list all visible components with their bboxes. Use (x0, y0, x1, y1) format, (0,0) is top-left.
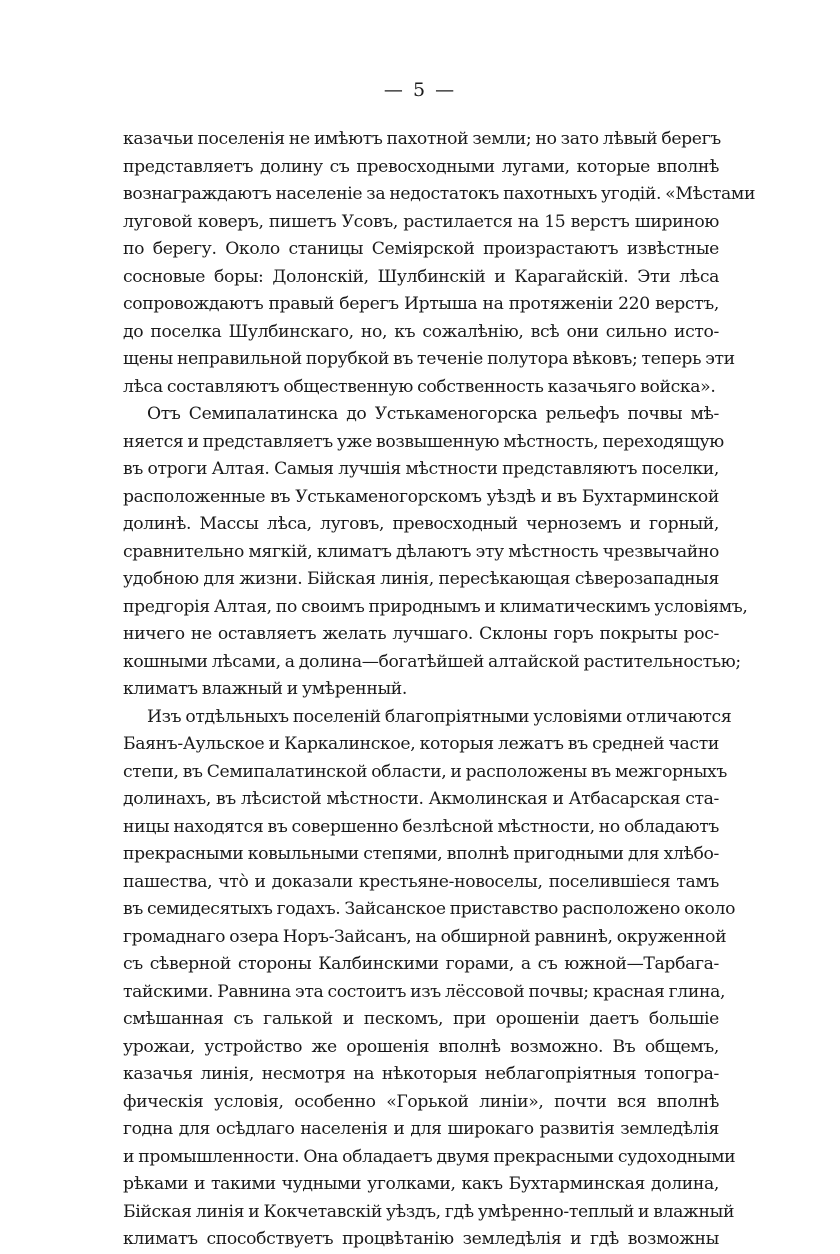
text-line: Бійская линія и Кокчетавскій уѣздъ, гдѣ умѣренно-теплый и влажный (123, 1201, 735, 1222)
text-line: степи, въ Семипалатинской области, и расположены въ межгорныхъ (123, 761, 727, 782)
text-line: годна для осѣдлаго населенія и для широкаго развитія земледѣлія (123, 1119, 719, 1139)
text-line: въ семидесятыхъ годахъ. Зайсанское приставство расположено около (123, 899, 736, 919)
text-line: расположенные въ Устькаменогорскомъ уѣздѣ и въ Бухтарминской (123, 486, 719, 507)
text-line: казачья линія, несмотря на нѣкоторыя неблагопріятныя топогра- (123, 1064, 719, 1084)
text-line: луговой коверъ, пишетъ Усовъ, растилается на 15 верстъ шириною (123, 211, 719, 232)
text-line: тайскими. Равнина эта состоитъ изъ лёссовой почвы; красная глина, (123, 981, 726, 1002)
text-line: удобною для жизни. Бійская линія, пересѣкающая сѣверозападныя (123, 569, 719, 589)
text-line: до поселка Шулбинскаго, но, къ сожалѣнію, всѣ они сильно исто- (123, 321, 719, 342)
text-line: предгорія Алтая, по своимъ природнымъ и климатическимъ условіямъ, (123, 596, 748, 617)
paragraph (123, 401, 748, 704)
text-line: прекрасными ковыльными степями, вполнѣ пригодными для хлѣбо- (123, 844, 719, 864)
text-line: климатъ влажный и умѣренный. (123, 679, 407, 699)
text-line: долинахъ, въ лѣсистой мѣстности. Акмолинская и Атбасарская ста- (123, 789, 719, 809)
text-line: представляетъ долину съ превосходными лугами, которые вполнѣ (123, 156, 719, 177)
text-line: пашества, что̀ и доказали крестьяне-новоселы, поселившіеся тамъ (123, 871, 719, 892)
text-line: фическія условія, особенно «Горькой линіи», почти вся вполнѣ (123, 1091, 719, 1112)
text-line: урожаи, устройство же орошенія вполнѣ возможно. Въ общемъ, (123, 1036, 719, 1057)
text-line: съ сѣверной стороны Калбинскими горами, а съ южной—Тарбага- (123, 954, 719, 974)
text-line: Баянъ-Аульское и Каркалинское, которыя лежатъ въ средней части (123, 734, 719, 754)
text-line: казачьи поселенія не имѣютъ пахотной земли; но зато лѣвый берегъ (123, 129, 721, 149)
text-line: и промышленности. Она обладаетъ двумя прекрасными судоходными (123, 1146, 736, 1167)
text-line: рѣками и такими чудными уголками, какъ Бухтарминская долина, (123, 1174, 719, 1194)
paragraph (123, 126, 756, 401)
paragraph (123, 704, 736, 1254)
text-line: климатъ способствуетъ процвѣтанію земледѣлія и гдѣ возможны (123, 1229, 719, 1249)
text-line: въ отроги Алтая. Самыя лучшія мѣстности представляютъ поселки, (123, 459, 719, 479)
text-line: долинѣ. Массы лѣса, луговъ, превосходный черноземъ и горный, (123, 514, 719, 534)
text-line: Изъ отдѣльныхъ поселеній благопріятными условіями отличаются (147, 706, 732, 727)
text-line: громаднаго озера Норъ-Зайсанъ, на обширной равнинѣ, окруженной (123, 926, 727, 947)
page-number: — 5 — (383, 79, 457, 101)
text-line: смѣшанная съ галькой и пескомъ, при орошеніи даетъ большіе (123, 1009, 719, 1029)
text-line: по берегу. Около станицы Семіярской произрастаютъ извѣстные (123, 239, 719, 259)
text-line: кошными лѣсами, а долина—богатѣйшей алтайской растительностью; (123, 651, 741, 672)
text-line: щены неправильной порубкой въ теченіе полутора вѣковъ; теперь эти (123, 349, 735, 369)
text-line: вознаграждаютъ населеніе за недостатокъ пахотныхъ угодій. «Мѣстами (123, 184, 756, 204)
text-line: няется и представляетъ уже возвышенную мѣстность, переходящую (123, 431, 724, 452)
text-line: ницы находятся въ совершенно безлѣсной мѣстности, но обладаютъ (123, 816, 719, 837)
text-line: лѣса составляютъ общественную собственность казачьяго войска». (123, 376, 716, 397)
body-text (123, 126, 756, 1254)
text-line: сопровождаютъ правый берегъ Иртыша на протяженіи 220 верстъ, (123, 294, 719, 314)
text-line: сосновые боры: Долонскій, Шулбинскій и Карагайскій. Эти лѣса (123, 266, 719, 287)
text-line: сравнительно мягкій, климатъ дѣлаютъ эту мѣстность чрезвычайно (123, 541, 719, 562)
text-line: ничего не оставляетъ желать лучшаго. Склоны горъ покрыты рос- (123, 624, 719, 644)
text-line: Отъ Семипалатинска до Устькаменогорска рельефъ почвы мѣ- (147, 404, 719, 424)
